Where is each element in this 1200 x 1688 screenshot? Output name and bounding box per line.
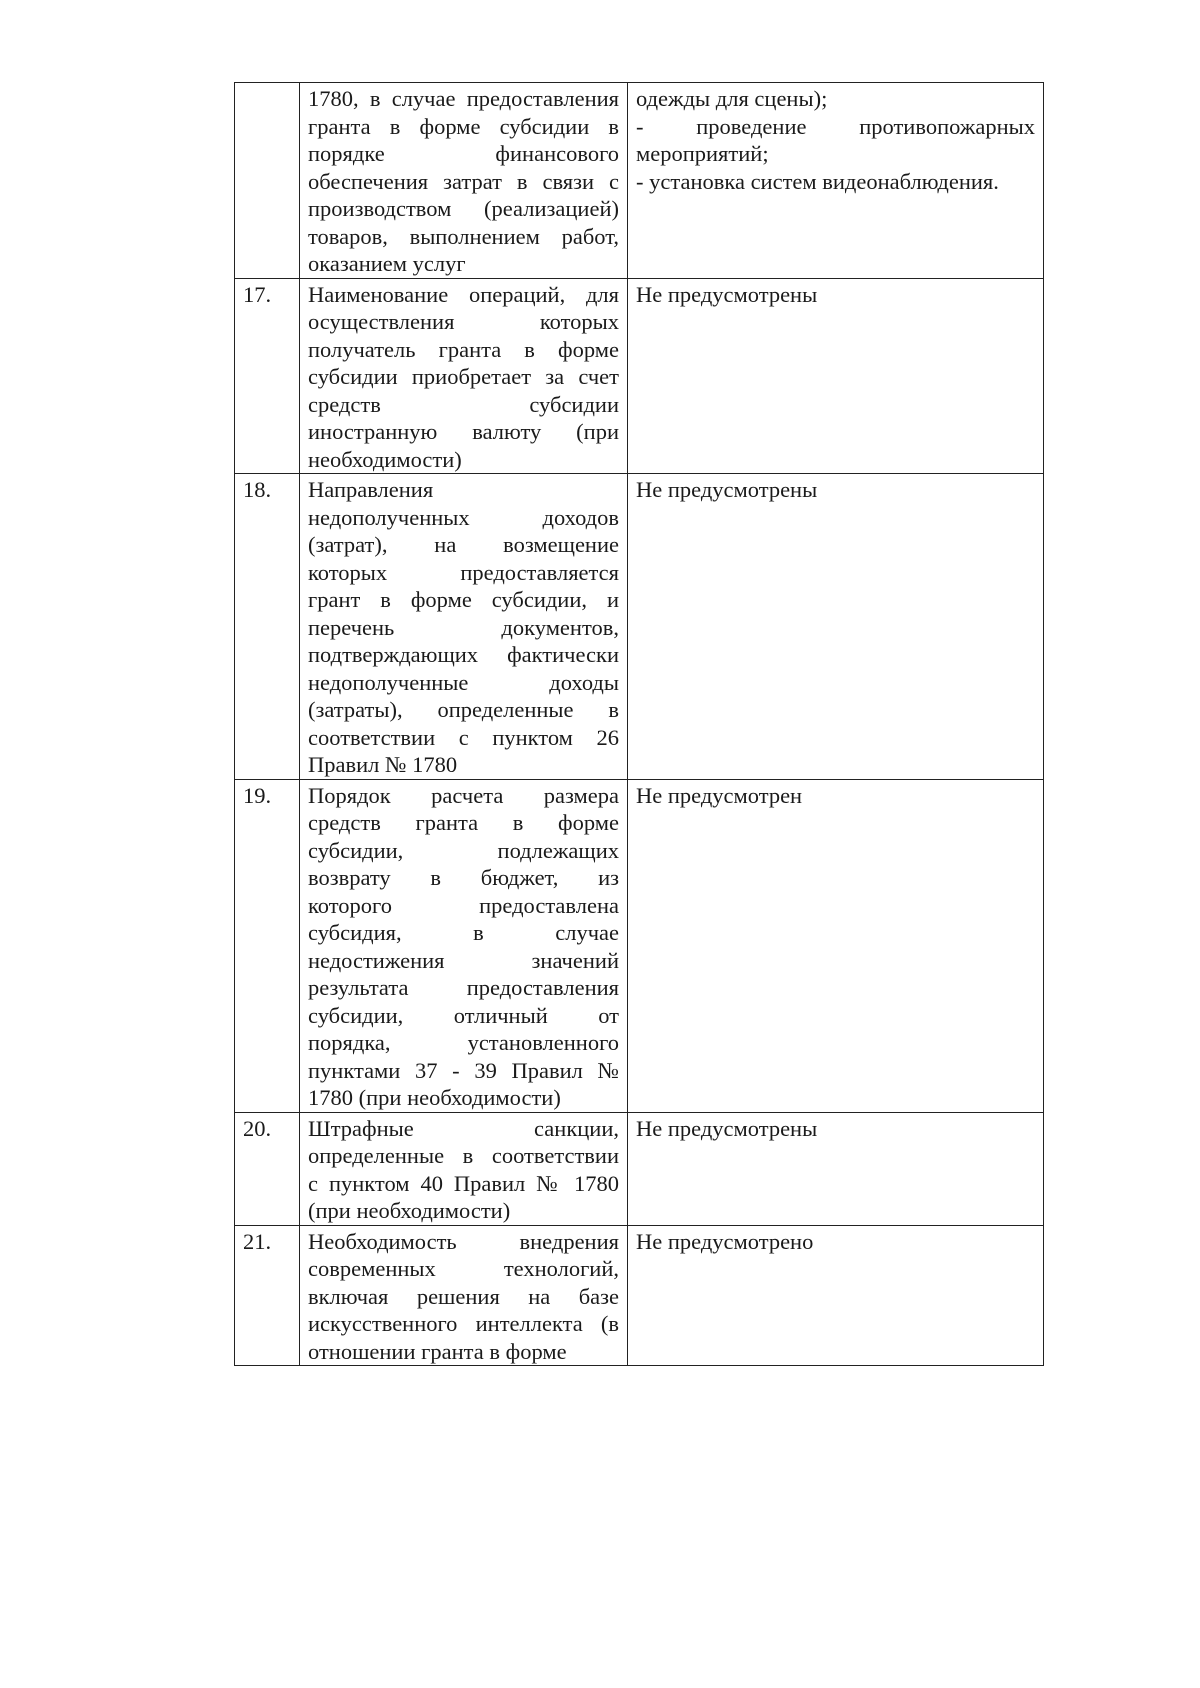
parameter-name-line: 1780, в случае предоставления — [308, 86, 619, 111]
parameter-name-line: определенные в соответствии — [308, 1143, 619, 1168]
row-number: 19. — [243, 782, 272, 808]
parameter-name-line: Правил № 1780 — [308, 752, 458, 777]
row-number: 18. — [243, 477, 272, 502]
grant-parameters-table — [234, 82, 1044, 1366]
row-number-cell — [235, 779, 300, 1112]
parameter-name-cell — [300, 83, 628, 279]
parameter-name-line: Наименование операций, для — [308, 281, 619, 307]
parameter-name-line: результата предоставления — [308, 975, 619, 1000]
row-number: 17. — [243, 281, 272, 307]
parameter-name-cell — [300, 1112, 628, 1225]
parameter-name-line: которого предоставлена — [308, 892, 619, 918]
parameter-name-line: товаров, выполнением работ, — [308, 223, 619, 249]
parameter-name-line: субсидия, в случае — [308, 920, 619, 945]
parameter-name-line: средств гранта в форме — [308, 810, 619, 835]
row-number: 21. — [243, 1228, 272, 1254]
row-number: 20. — [243, 1115, 272, 1141]
parameter-name-line: порядке финансового — [308, 141, 619, 166]
parameter-name-line: соответствии с пунктом 26 — [308, 724, 619, 750]
parameter-name-line: с пунктом 40 Правил № 1780 — [308, 1170, 619, 1196]
parameter-name-line: возврату в бюджет, из — [308, 865, 619, 890]
parameter-name-cell — [300, 1225, 628, 1366]
parameter-value-cell — [628, 278, 1044, 474]
parameter-name-line: современных технологий, — [308, 1256, 619, 1281]
table-row — [235, 1112, 1044, 1225]
parameter-name-line: производством (реализацией) — [308, 196, 619, 221]
parameter-name-line: иностранную валюту (при — [308, 419, 619, 444]
table-row — [235, 1225, 1044, 1366]
row-number-cell — [235, 83, 300, 279]
parameter-value-line: Не предусмотрены — [636, 281, 818, 307]
table-row — [235, 83, 1044, 279]
parameter-name-line: субсидии, отличный от — [308, 1002, 619, 1028]
parameter-name-line: (при необходимости) — [308, 1198, 511, 1223]
row-number-cell — [235, 1112, 300, 1225]
parameter-name-cell — [300, 278, 628, 474]
parameter-name-cell — [300, 474, 628, 780]
parameter-name-line: средств субсидии — [308, 391, 619, 417]
parameter-value-line: - установка систем видеонаблюдения. — [636, 168, 999, 194]
parameter-value-cell — [628, 474, 1044, 780]
parameter-name-line: (затраты), определенные в — [308, 697, 619, 722]
parameter-value-cell — [628, 1225, 1044, 1366]
parameter-value-line: Не предусмотрены — [636, 1115, 818, 1141]
parameter-name-line: Штрафные санкции, — [308, 1115, 619, 1141]
parameter-name-cell — [300, 779, 628, 1112]
parameter-name-line: порядка, установленного — [308, 1030, 619, 1055]
row-number-cell — [235, 474, 300, 780]
parameter-name-line: Необходимость внедрения — [308, 1228, 619, 1254]
parameter-name-line: Порядок расчета размера — [308, 782, 619, 808]
row-number-cell — [235, 1225, 300, 1366]
parameter-name-line: грант в форме субсидии, и — [308, 587, 619, 612]
parameter-name-line: обеспечения затрат в связи с — [308, 168, 619, 194]
parameter-name-line: искусственного интеллекта (в — [308, 1311, 619, 1336]
parameter-value-cell — [628, 83, 1044, 279]
parameter-name-line: необходимости) — [308, 446, 462, 472]
parameter-value-cell — [628, 779, 1044, 1112]
parameter-name-line: отношении гранта в форме — [308, 1338, 567, 1364]
parameter-name-line: подтверждающих фактически — [308, 642, 619, 667]
table-row — [235, 474, 1044, 780]
table-body — [235, 83, 1044, 1366]
parameter-name-line: оказанием услуг — [308, 251, 466, 276]
parameter-name-line: недополученные доходы — [308, 669, 619, 695]
parameter-name-line: гранта в форме субсидии в — [308, 113, 619, 139]
row-number-cell — [235, 278, 300, 474]
parameter-name-line: которых предоставляется — [308, 559, 619, 585]
parameter-value-line: Не предусмотрен — [636, 782, 803, 808]
parameter-name-line: перечень документов, — [308, 614, 619, 640]
parameter-name-line: включая решения на базе — [308, 1283, 619, 1309]
parameter-name-line: Направления — [308, 477, 434, 502]
parameter-value-line: мероприятий; — [636, 141, 769, 166]
table-row — [235, 278, 1044, 474]
table-row — [235, 779, 1044, 1112]
parameter-name-line: получатель гранта в форме — [308, 336, 619, 362]
parameter-name-line: пунктами 37 - 39 Правил № — [308, 1057, 619, 1083]
parameter-name-line: недостижения значений — [308, 947, 619, 973]
parameter-value-line: одежды для сцены); — [636, 86, 828, 111]
parameter-name-line: субсидии, подлежащих — [308, 837, 619, 863]
parameter-value-line: - проведение противопожарных — [636, 113, 1035, 139]
parameter-name-line: субсидии приобретает за счет — [308, 364, 619, 389]
parameter-value-cell — [628, 1112, 1044, 1225]
parameter-value-line: Не предусмотрено — [636, 1228, 814, 1254]
parameter-value-line: Не предусмотрены — [636, 477, 818, 502]
parameter-name-line: осуществления которых — [308, 309, 619, 334]
parameter-name-line: недополученных доходов — [308, 504, 619, 530]
parameter-name-line: 1780 (при необходимости) — [308, 1085, 561, 1110]
parameter-name-line: (затрат), на возмещение — [308, 532, 619, 557]
